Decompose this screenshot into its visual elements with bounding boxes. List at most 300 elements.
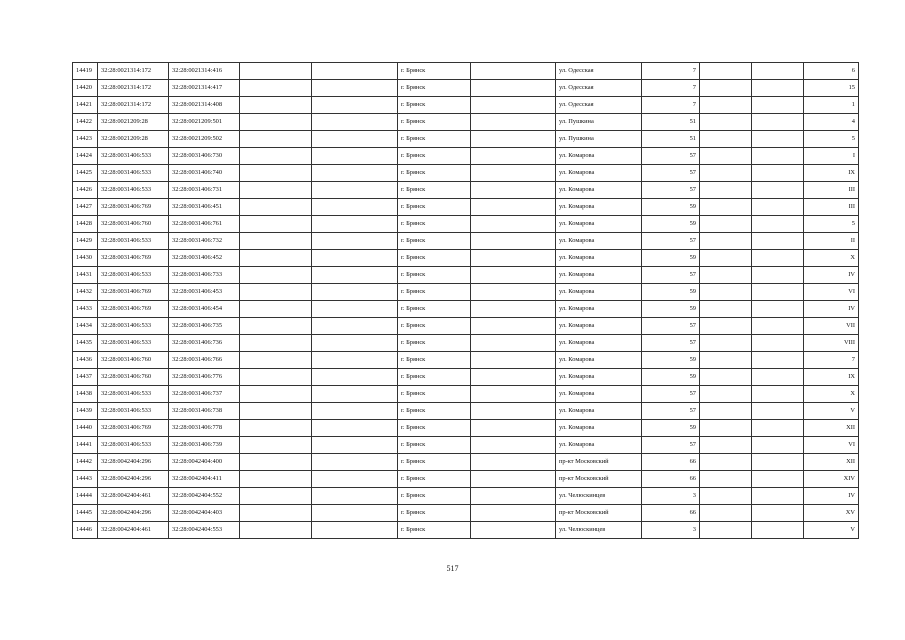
table-row — [73, 131, 859, 148]
cell-premises-number: IX — [804, 165, 859, 182]
table-row — [73, 335, 859, 352]
cell-object-cadastral-number: 32:28:0042404:403 — [169, 505, 240, 522]
cell-record-number: 14445 — [73, 505, 98, 522]
cell-empty — [240, 471, 312, 488]
cell-street: ул. Комарова — [556, 284, 642, 301]
cell-city: г. Брянск — [398, 420, 471, 437]
cell-city: г. Брянск — [398, 216, 471, 233]
cell-object-cadastral-number: 32:28:0021209:502 — [169, 131, 240, 148]
table-row — [73, 454, 859, 471]
cell-record-number: 14437 — [73, 369, 98, 386]
cell-empty — [700, 386, 752, 403]
cell-empty — [700, 369, 752, 386]
cell-street: ул. Комарова — [556, 403, 642, 420]
cell-empty — [700, 505, 752, 522]
cell-record-number: 14420 — [73, 80, 98, 97]
cell-record-number: 14436 — [73, 352, 98, 369]
cell-record-number: 14422 — [73, 114, 98, 131]
cell-empty — [700, 488, 752, 505]
cell-street: ул. Одесская — [556, 63, 642, 80]
cell-record-number: 14442 — [73, 454, 98, 471]
cell-empty — [700, 335, 752, 352]
cell-record-number: 14432 — [73, 284, 98, 301]
cell-record-number: 14423 — [73, 131, 98, 148]
cell-street: ул. Комарова — [556, 369, 642, 386]
cell-object-cadastral-number: 32:28:0031406:740 — [169, 165, 240, 182]
cell-house-number: 59 — [642, 301, 700, 318]
cell-house-number: 7 — [642, 97, 700, 114]
cell-empty — [471, 301, 556, 318]
cell-empty — [471, 80, 556, 97]
cell-empty — [700, 403, 752, 420]
registry-table — [72, 62, 859, 539]
cell-empty — [471, 420, 556, 437]
cell-house-number: 51 — [642, 131, 700, 148]
cell-premises-number: V — [804, 403, 859, 420]
cell-empty — [240, 505, 312, 522]
cell-empty — [752, 454, 804, 471]
cell-empty — [312, 454, 398, 471]
cell-parcel-cadastral-number: 32:28:0031406:533 — [98, 182, 169, 199]
cell-city: г. Брянск — [398, 403, 471, 420]
cell-empty — [752, 148, 804, 165]
cell-empty — [471, 182, 556, 199]
cell-premises-number: 4 — [804, 114, 859, 131]
cell-house-number: 7 — [642, 63, 700, 80]
cell-object-cadastral-number: 32:28:0031406:737 — [169, 386, 240, 403]
cell-empty — [312, 148, 398, 165]
document-sheet — [72, 62, 859, 539]
cell-parcel-cadastral-number: 32:28:0031406:533 — [98, 403, 169, 420]
table-row — [73, 216, 859, 233]
cell-empty — [240, 352, 312, 369]
cell-object-cadastral-number: 32:28:0042404:400 — [169, 454, 240, 471]
cell-empty — [471, 97, 556, 114]
cell-city: г. Брянск — [398, 233, 471, 250]
cell-premises-number: VII — [804, 318, 859, 335]
cell-empty — [312, 182, 398, 199]
cell-empty — [312, 403, 398, 420]
cell-city: г. Брянск — [398, 97, 471, 114]
table-row — [73, 420, 859, 437]
cell-parcel-cadastral-number: 32:28:0031406:769 — [98, 250, 169, 267]
cell-street: ул. Комарова — [556, 182, 642, 199]
cell-empty — [312, 131, 398, 148]
table-row — [73, 199, 859, 216]
cell-empty — [240, 488, 312, 505]
cell-house-number: 57 — [642, 165, 700, 182]
cell-empty — [240, 63, 312, 80]
cell-object-cadastral-number: 32:28:0031406:778 — [169, 420, 240, 437]
cell-empty — [312, 97, 398, 114]
cell-record-number: 14433 — [73, 301, 98, 318]
cell-empty — [240, 182, 312, 199]
cell-empty — [312, 352, 398, 369]
cell-premises-number: V — [804, 522, 859, 539]
cell-object-cadastral-number: 32:28:0031406:735 — [169, 318, 240, 335]
cell-empty — [240, 199, 312, 216]
cell-street: ул. Комарова — [556, 250, 642, 267]
cell-house-number: 59 — [642, 352, 700, 369]
cell-object-cadastral-number: 32:28:0031406:761 — [169, 216, 240, 233]
cell-empty — [240, 437, 312, 454]
cell-house-number: 57 — [642, 182, 700, 199]
cell-empty — [240, 148, 312, 165]
cell-premises-number: 15 — [804, 80, 859, 97]
cell-city: г. Брянск — [398, 522, 471, 539]
table-row — [73, 182, 859, 199]
cell-empty — [752, 284, 804, 301]
cell-empty — [240, 369, 312, 386]
cell-empty — [471, 522, 556, 539]
table-row — [73, 284, 859, 301]
cell-house-number: 7 — [642, 80, 700, 97]
cell-empty — [471, 386, 556, 403]
table-row — [73, 403, 859, 420]
cell-premises-number: IV — [804, 488, 859, 505]
cell-empty — [471, 488, 556, 505]
cell-empty — [752, 182, 804, 199]
cell-record-number: 14434 — [73, 318, 98, 335]
cell-empty — [240, 284, 312, 301]
cell-empty — [312, 301, 398, 318]
cell-parcel-cadastral-number: 32:28:0021314:172 — [98, 63, 169, 80]
cell-premises-number: XV — [804, 505, 859, 522]
cell-empty — [312, 420, 398, 437]
cell-empty — [700, 284, 752, 301]
cell-empty — [240, 131, 312, 148]
cell-house-number: 57 — [642, 233, 700, 250]
cell-object-cadastral-number: 32:28:0031406:739 — [169, 437, 240, 454]
cell-empty — [240, 318, 312, 335]
cell-empty — [240, 301, 312, 318]
cell-empty — [752, 114, 804, 131]
cell-record-number: 14421 — [73, 97, 98, 114]
cell-record-number: 14428 — [73, 216, 98, 233]
cell-premises-number: 1 — [804, 97, 859, 114]
cell-parcel-cadastral-number: 32:28:0031406:769 — [98, 301, 169, 318]
cell-house-number: 59 — [642, 369, 700, 386]
cell-street: ул. Комарова — [556, 437, 642, 454]
cell-empty — [752, 420, 804, 437]
cell-record-number: 14440 — [73, 420, 98, 437]
cell-parcel-cadastral-number: 32:28:0031406:533 — [98, 148, 169, 165]
cell-premises-number: VI — [804, 437, 859, 454]
cell-parcel-cadastral-number: 32:28:0021209:28 — [98, 131, 169, 148]
cell-parcel-cadastral-number: 32:28:0031406:769 — [98, 420, 169, 437]
cell-empty — [471, 454, 556, 471]
cell-empty — [312, 216, 398, 233]
cell-object-cadastral-number: 32:28:0031406:451 — [169, 199, 240, 216]
cell-house-number: 3 — [642, 522, 700, 539]
cell-empty — [240, 403, 312, 420]
cell-city: г. Брянск — [398, 471, 471, 488]
cell-empty — [240, 267, 312, 284]
cell-street: ул. Комарова — [556, 352, 642, 369]
cell-object-cadastral-number: 32:28:0021314:417 — [169, 80, 240, 97]
cell-object-cadastral-number: 32:28:0031406:738 — [169, 403, 240, 420]
cell-city: г. Брянск — [398, 284, 471, 301]
cell-city: г. Брянск — [398, 335, 471, 352]
cell-empty — [752, 352, 804, 369]
cell-empty — [700, 233, 752, 250]
cell-street: ул. Комарова — [556, 165, 642, 182]
cell-empty — [471, 403, 556, 420]
cell-city: г. Брянск — [398, 148, 471, 165]
cell-house-number: 57 — [642, 386, 700, 403]
cell-record-number: 14429 — [73, 233, 98, 250]
cell-house-number: 57 — [642, 267, 700, 284]
cell-empty — [312, 386, 398, 403]
cell-empty — [471, 114, 556, 131]
cell-object-cadastral-number: 32:28:0031406:766 — [169, 352, 240, 369]
cell-house-number: 59 — [642, 284, 700, 301]
cell-empty — [752, 318, 804, 335]
cell-premises-number: IX — [804, 369, 859, 386]
cell-city: г. Брянск — [398, 131, 471, 148]
cell-empty — [700, 97, 752, 114]
cell-empty — [312, 63, 398, 80]
cell-empty — [752, 403, 804, 420]
cell-empty — [312, 369, 398, 386]
cell-city: г. Брянск — [398, 301, 471, 318]
cell-empty — [312, 199, 398, 216]
cell-street: ул. Комарова — [556, 216, 642, 233]
cell-premises-number: VIII — [804, 335, 859, 352]
table-row — [73, 488, 859, 505]
cell-empty — [240, 114, 312, 131]
cell-street: ул. Одесская — [556, 80, 642, 97]
cell-empty — [752, 488, 804, 505]
cell-empty — [240, 386, 312, 403]
table-row — [73, 80, 859, 97]
cell-premises-number: VI — [804, 284, 859, 301]
cell-street: ул. Одесская — [556, 97, 642, 114]
cell-empty — [752, 97, 804, 114]
cell-empty — [752, 233, 804, 250]
cell-city: г. Брянск — [398, 114, 471, 131]
cell-empty — [312, 437, 398, 454]
cell-empty — [700, 522, 752, 539]
cell-empty — [752, 216, 804, 233]
cell-empty — [700, 114, 752, 131]
cell-object-cadastral-number: 32:28:0042404:553 — [169, 522, 240, 539]
cell-empty — [240, 97, 312, 114]
table-row — [73, 437, 859, 454]
cell-parcel-cadastral-number: 32:28:0031406:760 — [98, 352, 169, 369]
table-row — [73, 301, 859, 318]
cell-empty — [240, 335, 312, 352]
cell-street: ул. Челюскинцев — [556, 488, 642, 505]
cell-object-cadastral-number: 32:28:0031406:453 — [169, 284, 240, 301]
cell-empty — [312, 114, 398, 131]
cell-city: г. Брянск — [398, 352, 471, 369]
cell-record-number: 14443 — [73, 471, 98, 488]
cell-object-cadastral-number: 32:28:0031406:452 — [169, 250, 240, 267]
cell-street: ул. Комарова — [556, 199, 642, 216]
table-row — [73, 97, 859, 114]
cell-object-cadastral-number: 32:28:0031406:732 — [169, 233, 240, 250]
cell-parcel-cadastral-number: 32:28:0031406:533 — [98, 437, 169, 454]
cell-object-cadastral-number: 32:28:0042404:411 — [169, 471, 240, 488]
cell-house-number: 66 — [642, 454, 700, 471]
table-row — [73, 165, 859, 182]
cell-empty — [471, 437, 556, 454]
cell-empty — [312, 522, 398, 539]
cell-city: г. Брянск — [398, 454, 471, 471]
cell-empty — [700, 216, 752, 233]
page-number: 517 — [446, 564, 459, 573]
cell-parcel-cadastral-number: 32:28:0031406:760 — [98, 216, 169, 233]
cell-empty — [312, 80, 398, 97]
table-row — [73, 250, 859, 267]
cell-empty — [471, 318, 556, 335]
cell-empty — [240, 165, 312, 182]
cell-object-cadastral-number: 32:28:0031406:730 — [169, 148, 240, 165]
cell-city: г. Брянск — [398, 369, 471, 386]
cell-record-number: 14435 — [73, 335, 98, 352]
cell-empty — [471, 199, 556, 216]
cell-parcel-cadastral-number: 32:28:0031406:769 — [98, 284, 169, 301]
cell-parcel-cadastral-number: 32:28:0031406:769 — [98, 199, 169, 216]
cell-empty — [471, 335, 556, 352]
cell-object-cadastral-number: 32:28:0031406:733 — [169, 267, 240, 284]
cell-empty — [752, 471, 804, 488]
cell-empty — [312, 335, 398, 352]
cell-empty — [471, 233, 556, 250]
cell-record-number: 14426 — [73, 182, 98, 199]
cell-empty — [752, 437, 804, 454]
cell-premises-number: III — [804, 182, 859, 199]
cell-premises-number: 6 — [804, 63, 859, 80]
cell-city: г. Брянск — [398, 250, 471, 267]
cell-empty — [700, 131, 752, 148]
cell-premises-number: II — [804, 233, 859, 250]
cell-city: г. Брянск — [398, 318, 471, 335]
cell-empty — [240, 250, 312, 267]
cell-parcel-cadastral-number: 32:28:0031406:760 — [98, 369, 169, 386]
cell-city: г. Брянск — [398, 488, 471, 505]
cell-street: ул. Комарова — [556, 420, 642, 437]
cell-empty — [700, 80, 752, 97]
cell-empty — [312, 233, 398, 250]
cell-empty — [312, 471, 398, 488]
table-row — [73, 505, 859, 522]
cell-record-number: 14427 — [73, 199, 98, 216]
cell-house-number: 59 — [642, 199, 700, 216]
cell-house-number: 59 — [642, 216, 700, 233]
cell-parcel-cadastral-number: 32:28:0042404:461 — [98, 488, 169, 505]
cell-parcel-cadastral-number: 32:28:0021314:172 — [98, 97, 169, 114]
cell-premises-number: 5 — [804, 131, 859, 148]
cell-empty — [471, 250, 556, 267]
cell-city: г. Брянск — [398, 386, 471, 403]
cell-empty — [700, 318, 752, 335]
table-row — [73, 522, 859, 539]
cell-house-number: 57 — [642, 318, 700, 335]
table-row — [73, 369, 859, 386]
cell-city: г. Брянск — [398, 505, 471, 522]
table-row — [73, 148, 859, 165]
cell-empty — [700, 250, 752, 267]
cell-street: ул. Пушкина — [556, 131, 642, 148]
cell-empty — [471, 284, 556, 301]
cell-parcel-cadastral-number: 32:28:0042404:296 — [98, 505, 169, 522]
table-row — [73, 233, 859, 250]
cell-record-number: 14430 — [73, 250, 98, 267]
table-row — [73, 63, 859, 80]
cell-empty — [700, 199, 752, 216]
cell-street: пр-кт Московский — [556, 471, 642, 488]
cell-object-cadastral-number: 32:28:0042404:552 — [169, 488, 240, 505]
table-row — [73, 352, 859, 369]
cell-premises-number: 5 — [804, 216, 859, 233]
cell-empty — [752, 165, 804, 182]
cell-record-number: 14419 — [73, 63, 98, 80]
cell-parcel-cadastral-number: 32:28:0031406:533 — [98, 386, 169, 403]
cell-empty — [240, 80, 312, 97]
cell-parcel-cadastral-number: 32:28:0031406:533 — [98, 233, 169, 250]
cell-premises-number: X — [804, 250, 859, 267]
cell-city: г. Брянск — [398, 182, 471, 199]
cell-city: г. Брянск — [398, 267, 471, 284]
cell-record-number: 14446 — [73, 522, 98, 539]
cell-empty — [700, 437, 752, 454]
cell-premises-number: XII — [804, 454, 859, 471]
cell-empty — [752, 505, 804, 522]
cell-parcel-cadastral-number: 32:28:0031406:533 — [98, 267, 169, 284]
cell-empty — [752, 522, 804, 539]
cell-empty — [471, 216, 556, 233]
cell-city: г. Брянск — [398, 165, 471, 182]
cell-house-number: 3 — [642, 488, 700, 505]
cell-empty — [700, 454, 752, 471]
table-row — [73, 471, 859, 488]
cell-parcel-cadastral-number: 32:28:0031406:533 — [98, 318, 169, 335]
cell-empty — [752, 131, 804, 148]
cell-parcel-cadastral-number: 32:28:0021209:28 — [98, 114, 169, 131]
cell-empty — [700, 182, 752, 199]
cell-empty — [471, 131, 556, 148]
cell-empty — [700, 148, 752, 165]
cell-empty — [312, 250, 398, 267]
cell-object-cadastral-number: 32:28:0031406:454 — [169, 301, 240, 318]
cell-street: пр-кт Московский — [556, 454, 642, 471]
cell-record-number: 14431 — [73, 267, 98, 284]
cell-premises-number: XII — [804, 420, 859, 437]
cell-empty — [752, 301, 804, 318]
cell-empty — [700, 165, 752, 182]
cell-street: пр-кт Московский — [556, 505, 642, 522]
cell-street: ул. Комарова — [556, 386, 642, 403]
cell-empty — [700, 267, 752, 284]
cell-empty — [471, 63, 556, 80]
cell-object-cadastral-number: 32:28:0031406:731 — [169, 182, 240, 199]
cell-empty — [752, 369, 804, 386]
cell-empty — [752, 335, 804, 352]
cell-object-cadastral-number: 32:28:0031406:776 — [169, 369, 240, 386]
cell-empty — [752, 80, 804, 97]
cell-empty — [700, 420, 752, 437]
cell-empty — [471, 505, 556, 522]
cell-record-number: 14425 — [73, 165, 98, 182]
cell-street: ул. Пушкина — [556, 114, 642, 131]
cell-premises-number: IV — [804, 267, 859, 284]
cell-premises-number: III — [804, 199, 859, 216]
cell-empty — [471, 148, 556, 165]
table-row — [73, 114, 859, 131]
cell-object-cadastral-number: 32:28:0021314:416 — [169, 63, 240, 80]
